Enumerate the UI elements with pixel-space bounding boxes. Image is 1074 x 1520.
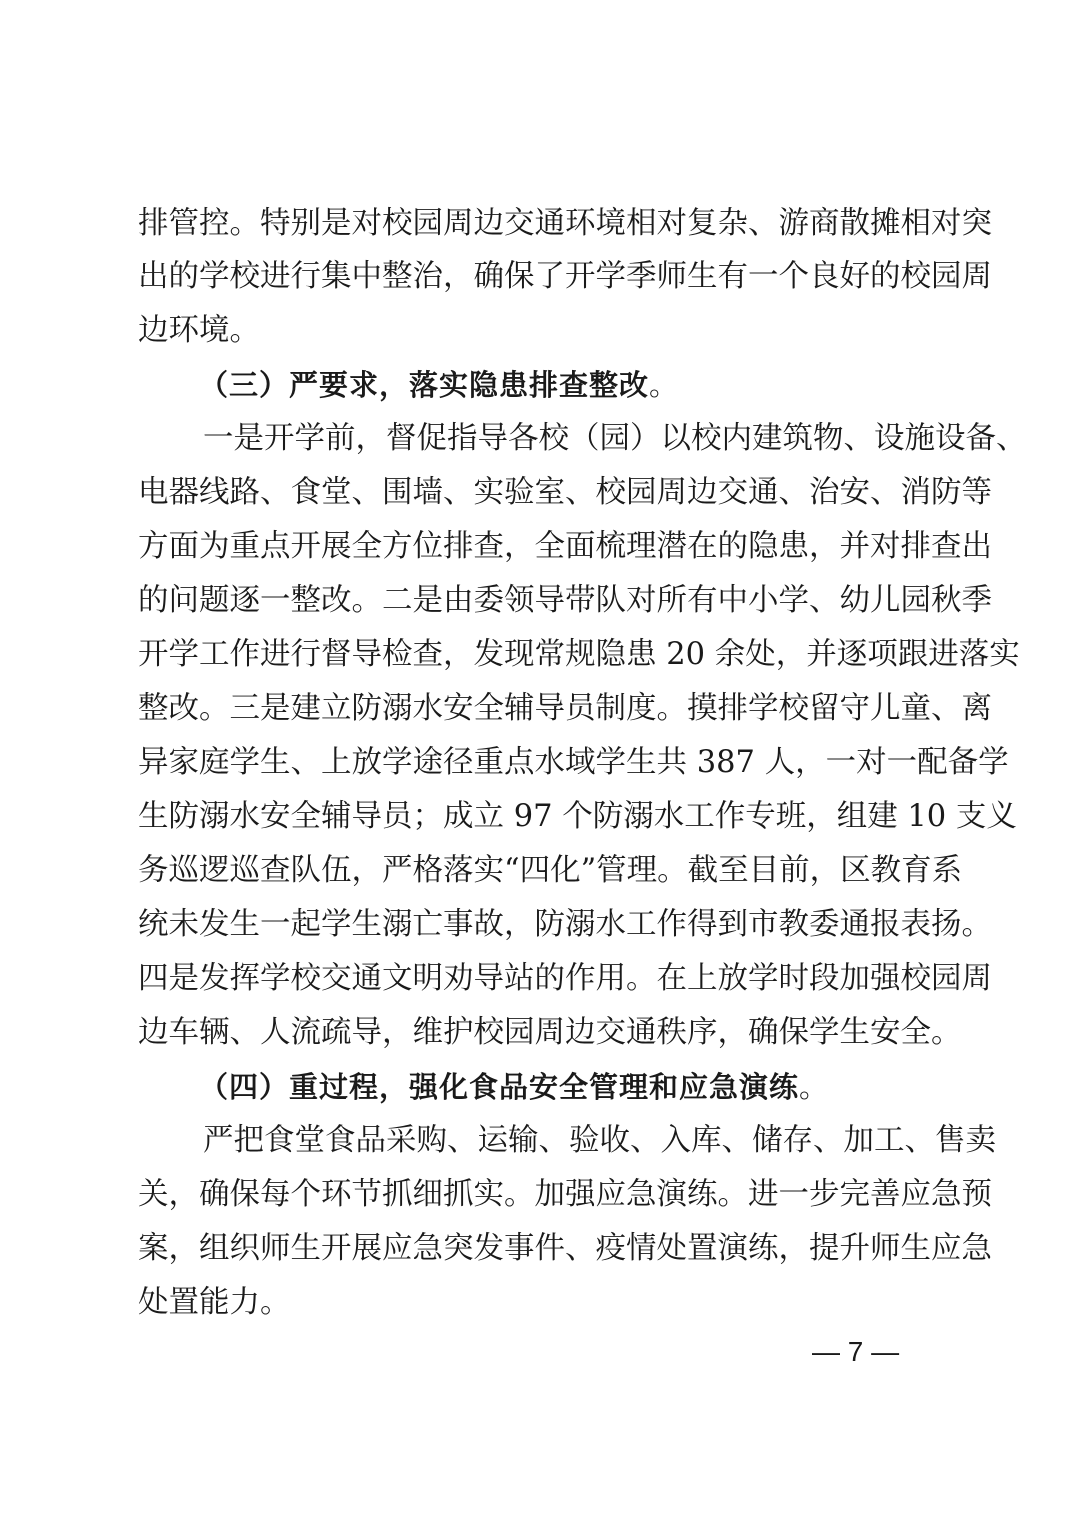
paragraph-line: 出的学校进行集中整治，确保了开学季师生有一个良好的校园周 (138, 259, 992, 294)
paragraph-line: 统未发生一起学生溺亡事故，防溺水工作得到市教委通报表扬。 (138, 907, 992, 942)
section-heading-four-tail: 。 (799, 1070, 830, 1104)
paragraph-line: 案，组织师生开展应急突发事件、疫情处置演练，提升师生应急 (138, 1231, 992, 1266)
section-heading-three (199, 365, 679, 405)
paragraph-line: 生防溺水安全辅导员；成立 97 个防溺水工作专班，组建 10 支义 (138, 799, 1017, 834)
paragraph-line: 关，确保每个环节抓细抓实。加强应急演练。进一步完善应急预 (138, 1177, 992, 1212)
paragraph-line: 异家庭学生、上放学途径重点水域学生共 387 人，一对一配备学 (138, 745, 1009, 780)
paragraph-line: 排管控。特别是对校园周边交通环境相对复杂、游商散摊相对突 (138, 206, 992, 241)
paragraph-line: 整改。三是建立防溺水安全辅导员制度。摸排学校留守儿童、离 (138, 691, 992, 726)
page-number: — 7 — (812, 1336, 900, 1367)
paragraph-line: 务巡逻巡查队伍，严格落实“四化”管理。截至目前，区教育系 (138, 853, 963, 888)
paragraph-line: 处置能力。 (138, 1285, 291, 1320)
paragraph-line: 边环境。 (138, 313, 260, 348)
paragraph-line: 边车辆、人流疏导，维护校园周边交通秩序，确保学生安全。 (138, 1015, 962, 1050)
section-heading-four (199, 1067, 829, 1107)
section-heading-three-label: （三）严要求，落实隐患排查整改 (199, 368, 650, 402)
paragraph-line: 方面为重点开展全方位排查，全面梳理潜在的隐患，并对排查出 (138, 529, 992, 564)
section-heading-four-label: （四）重过程，强化食品安全管理和应急演练 (199, 1070, 800, 1104)
paragraph-line: 开学工作进行督导检查，发现常规隐患 20 余处，并逐项跟进落实 (138, 637, 1020, 672)
paragraph-line: 一是开学前，督促指导各校（园）以校内建筑物、设施设备、 (203, 421, 1027, 456)
paragraph-line: 的问题逐一整改。二是由委领导带队对所有中小学、幼儿园秋季 (138, 583, 992, 618)
section-heading-three-tail: 。 (649, 368, 680, 402)
paragraph-line: 四是发挥学校交通文明劝导站的作用。在上放学时段加强校园周 (138, 961, 992, 996)
paragraph-line: 电器线路、食堂、围墙、实验室、校园周边交通、治安、消防等 (138, 475, 992, 510)
paragraph-line: 严把食堂食品采购、运输、验收、入库、储存、加工、售卖 (203, 1123, 996, 1158)
